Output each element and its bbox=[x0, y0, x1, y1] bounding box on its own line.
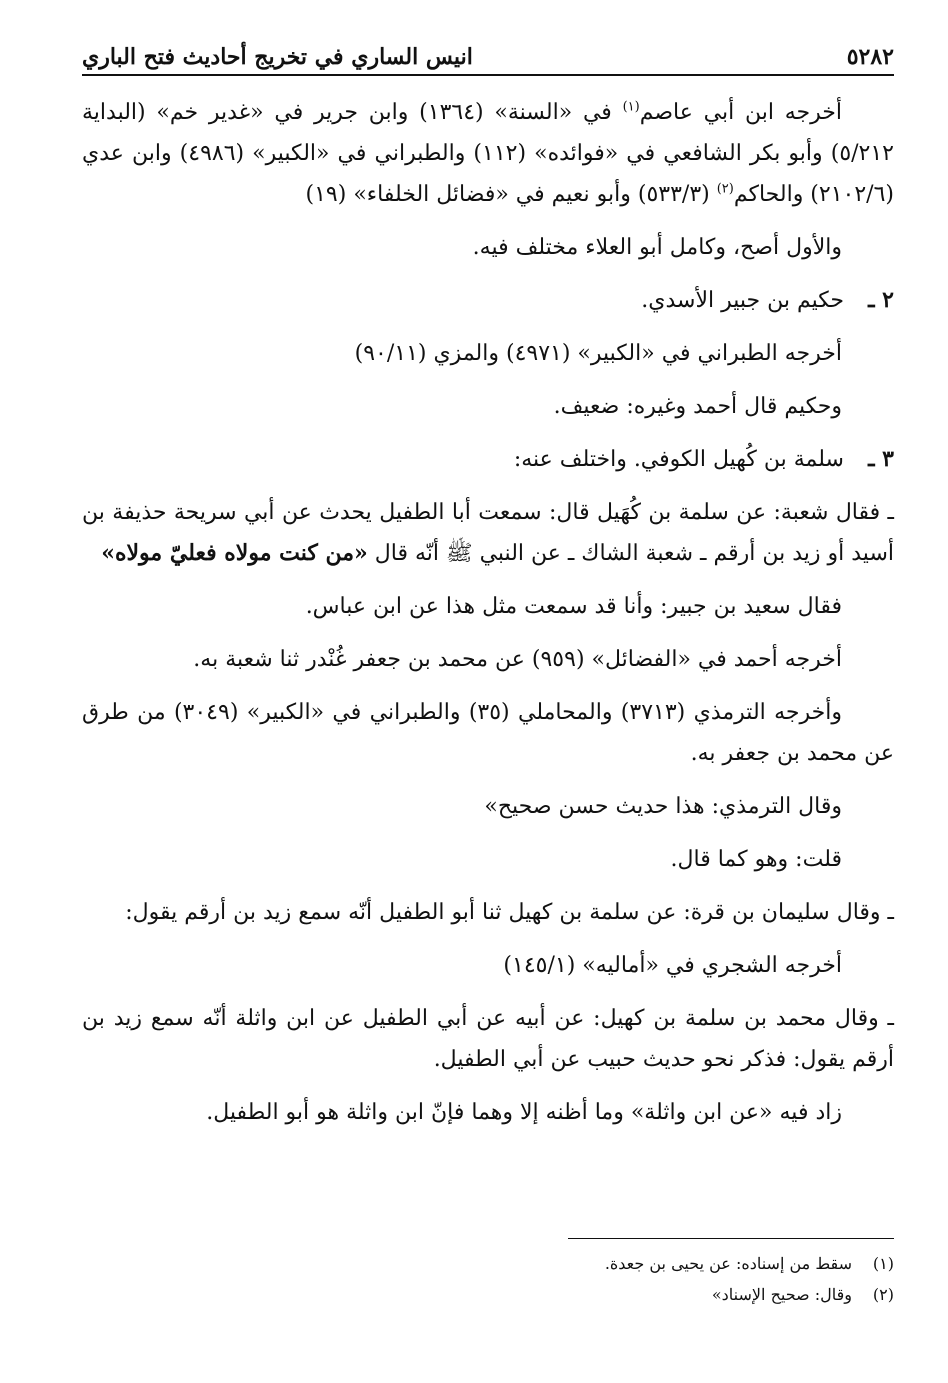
main-text bbox=[82, 92, 894, 1145]
footnote-mark: (٢) bbox=[872, 1285, 894, 1304]
footnote-1 bbox=[294, 1248, 894, 1279]
footnote-2 bbox=[294, 1279, 894, 1310]
paragraph-takhrij-shajari: أخرجه الشجري في «أماليه» (١٤٥/١) bbox=[503, 953, 842, 978]
paragraph-grading: وحكيم قال أحمد وغيره: ضعيف. bbox=[553, 394, 842, 419]
numbered-item-3 bbox=[82, 439, 894, 480]
hadith-text: «من كنت مولاه فعليّ مولاه» bbox=[101, 540, 368, 566]
paragraph-addition-note: زاد فيه «عن ابن واثلة» وما أظنه إلا وهما فإنّ ابن واثلة هو أبو الطفيل. bbox=[206, 1100, 842, 1125]
footnotes bbox=[294, 1248, 894, 1310]
paragraph-narration-muhammad: ـ وقال محمد بن سلمة بن كهيل: عن أبيه عن أبي الطفيل عن ابن واثلة أنّه سمع زيد بن أرقم يقول: فذكر نحو حديث حبيب عن أبي الطفيل. bbox=[82, 1006, 894, 1072]
running-title: انيس الساري في تخريج أحاديث فتح الباري bbox=[82, 44, 473, 70]
footnote-separator bbox=[568, 1238, 894, 1239]
footnote-mark: (١) bbox=[872, 1254, 894, 1273]
paragraph-segment: أخرجه ابن أبي عاصم bbox=[639, 100, 842, 125]
paragraph-said-ibn-jubayr: فقال سعيد بن جبير: وأنا قد سمعت مثل هذا عن ابن عباس. bbox=[305, 594, 842, 619]
paragraph-takhrij-tirmidhi: وأخرجه الترمذي (٣٧١٣) والمحاملي (٣٥) والطبراني في «الكبير» (٣٠٤٩) من طرق عن محمد بن جعفر به. bbox=[82, 700, 894, 766]
paragraph-narration-shuba bbox=[82, 492, 894, 574]
paragraph-takhrij-1 bbox=[82, 92, 894, 215]
paragraph-narration-sulayman: ـ وقال سليمان بن قرة: عن سلمة بن كهيل ثنا أبو الطفيل أنّه سمع زيد بن أرقم يقول: bbox=[125, 900, 894, 925]
item-text: سلمة بن كُهيل الكوفي. واختلف عنه: bbox=[513, 447, 844, 472]
footnote-ref-1[interactable]: (١) bbox=[622, 99, 640, 115]
item-text: حكيم بن جبير الأسدي. bbox=[641, 288, 844, 313]
paragraph-takhrij-ahmad: أخرجه أحمد في «الفضائل» (٩٥٩) عن محمد بن جعفر غُنْدر ثنا شعبة به. bbox=[193, 647, 842, 672]
item-number: ٣ ـ bbox=[868, 446, 894, 472]
paragraph-tirmidhi-grading: وقال الترمذي: هذا حديث حسن صحيح» bbox=[484, 794, 842, 819]
paragraph-takhrij-2: أخرجه الطبراني في «الكبير» (٤٩٧١) والمزي (٩٠/١١) bbox=[354, 341, 842, 366]
page-header bbox=[82, 40, 894, 76]
page-number: ٥٢٨٢ bbox=[846, 44, 894, 70]
footnote-ref-2[interactable]: (٢) bbox=[716, 181, 734, 197]
footnote-text: وقال: صحيح الإسناد» bbox=[711, 1285, 852, 1304]
paragraph-segment: ـ فقال شعبة: عن سلمة بن كُهَيل قال: سمعت أبا الطفيل يحدث عن أبي سريحة حذيفة بن أسيد أو زيد بن أرقم ـ شعبة الشاك ـ عن النبي ﷺ أنّه قال bbox=[82, 500, 894, 566]
paragraph-author-comment: قلت: وهو كما قال. bbox=[670, 847, 842, 872]
paragraph-segment: في «السنة» (١٣٦٤) وابن جرير في «غدير خم» (البداية ٥/٢١٢) وأبو بكر الشافعي في «فوائده» (١١٢) والطبراني في «الكبير» (٤٩٨٦) وابن عدي (٢١٠٢/٦) والحاكم bbox=[82, 100, 894, 207]
footnote-text: سقط من إسناده: عن يحيى بن جعدة. bbox=[604, 1254, 852, 1273]
numbered-item-2 bbox=[82, 280, 894, 321]
item-number: ٢ ـ bbox=[868, 287, 894, 313]
paragraph-note: والأول أصح، وكامل أبو العلاء مختلف فيه. bbox=[472, 235, 842, 260]
paragraph-segment: (٥٣٣/٣) وأبو نعيم في «فضائل الخلفاء» (١٩) bbox=[305, 182, 717, 207]
